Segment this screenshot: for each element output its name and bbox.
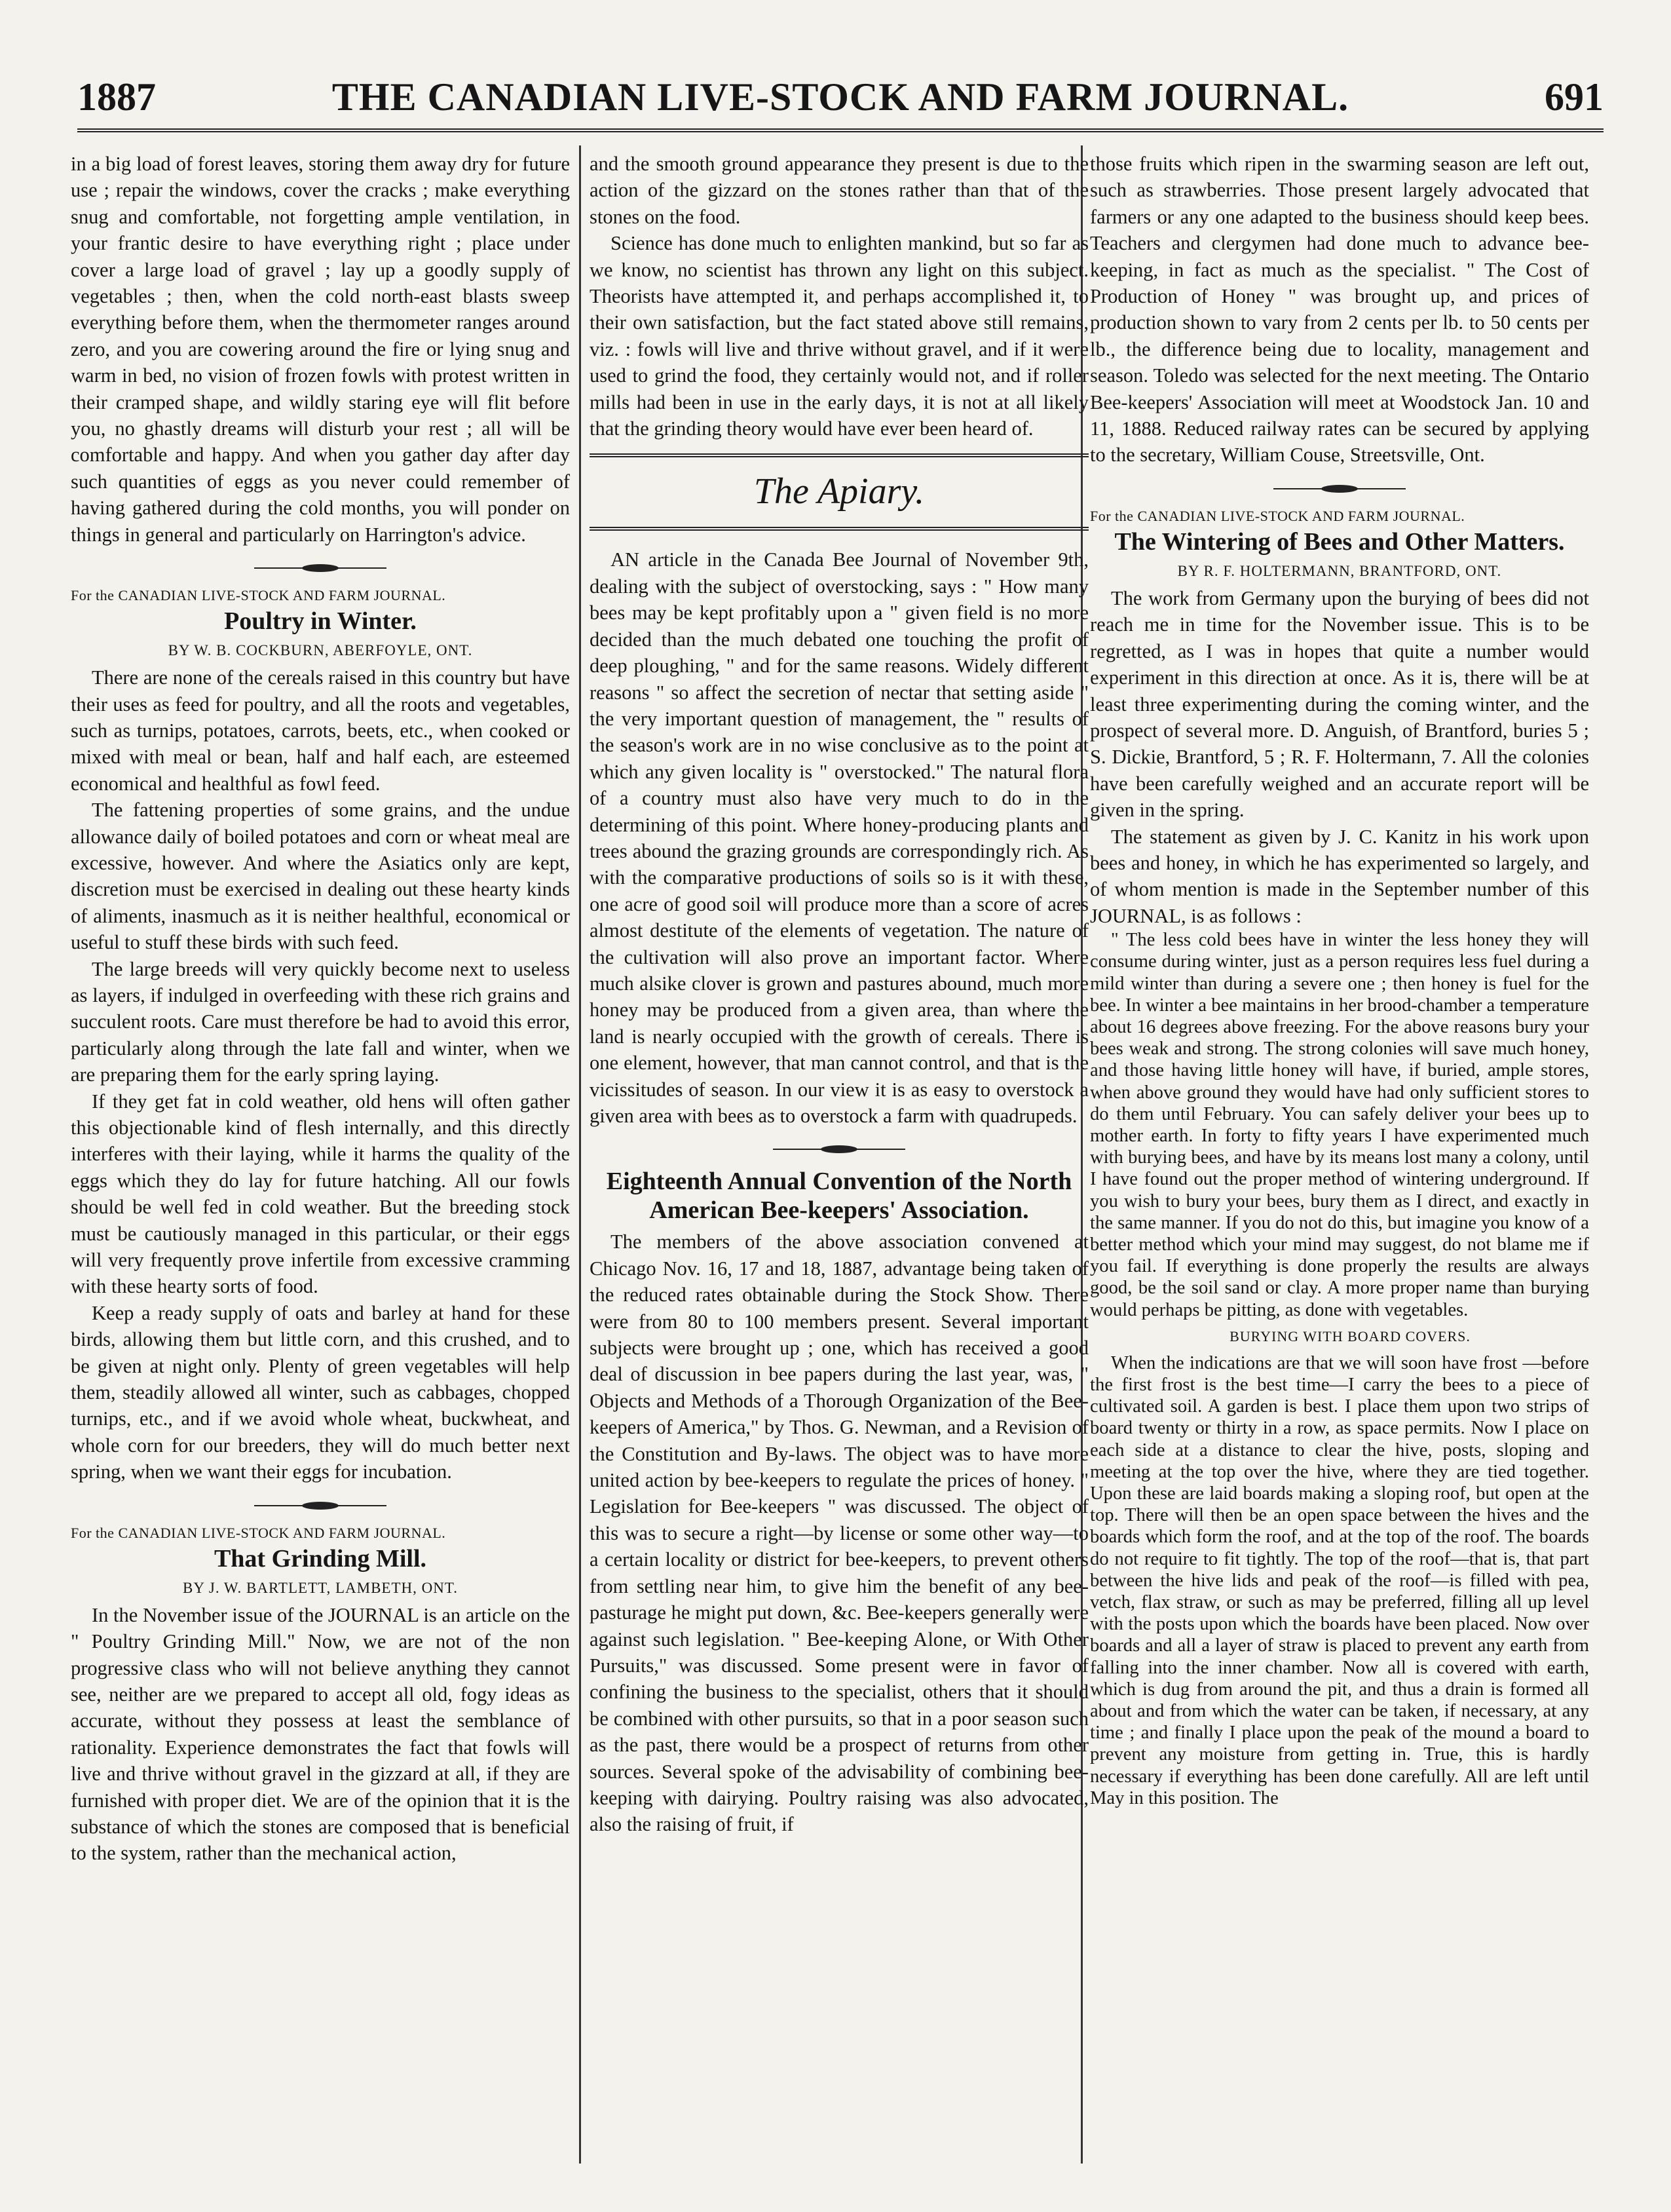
article-convention — [590, 1167, 1089, 1837]
article-title: The Wintering of Bees and Other Matters. — [1114, 527, 1565, 556]
article-grinding-mill — [71, 1523, 570, 1867]
continued-paragraph: those fruits which ripen in the swarming season are left out, such as strawberries. Those present largely advocated that farmers or any one adapted to the business should keep bees. Teachers and clergymen had done much to advance bee-keeping, in fact as much as the specialist. " The Cost of Production of Honey " was brought up, and prices of production shown to vary from 2 cents per lb. to 50 cents per lb., the difference being due to locality, management and season. Toledo was selected for the next meeting. The Ontario Bee-keepers' Association will meet at Woodstock Jan. 10 and 11, 1888. Reduced railway rates can be secured by applying to the secretary, William Couse, Streetsville, Ont. — [1090, 153, 1589, 467]
article-source: For the CANADIAN LIVE-STOCK AND FARM JOURNAL. — [1090, 507, 1465, 524]
header-rule — [77, 128, 1604, 132]
article-paragraph: If they get fat in cold weather, old hens will often gather this objectionable kind of flesh internally, and this directly interferes with their laying, while it harms the quality of the eggs which they do lay for future hatching. All our fowls should be well fed in cold weather. But the breeding stock must be cautiously managed in this particular, or their eggs will very frequently prove infertile from excessive cramming with these hearty sorts of food. — [71, 1090, 570, 1298]
article-divider — [590, 1138, 1089, 1160]
article-paragraph: The members of the above association convened at Chicago Nov. 16, 17 and 18, 1887, advantage being taken of the reduced rates obtainable during the Stock Show. There were from 80 to 100 members present. Several important subjects were brought up ; one, which has received a good deal of discussion in bee papers during the last year, was, " Objects and Methods of a Thorough Organization of the Bee-keepers of America," by Thos. G. Newman, and a Revision of the Constitution and By-laws. The object was to have more united action by bee-keepers to regulate the prices of honey. " Legislation for Bee-keepers " was discussed. The object of this was to secure a right—by license or some other way—to a certain locality or district for bee-keepers, to prevent others from settling near him, to give him the benefit of any bee-pasturage he might put down, &c. Bee-keepers generally were against such legislation. " Bee-keeping Alone, or With Other Pursuits," was discussed. Some present were in favor of confining the business to the specialist, others that it should be combined with other pursuits, so that in a poor season such as the past, there would be a prospect of returns from other sources. Several spoke of the advisability of combining bee-keeping with dairying. Poultry raising was also advocated, also the raising of fruit, if — [590, 1230, 1089, 1836]
article-title: That Grinding Mill. — [214, 1544, 427, 1573]
article-byline: BY W. B. COCKBURN, ABERFOYLE, ONT. — [168, 642, 473, 659]
article-poultry-in-winter — [71, 586, 570, 1485]
method-paragraph: When the indications are that we will soon have frost —before the first frost is the best time—I carry the bees to a piece of cultivated soil. A garden is best. I place them upon two strips of board twenty or thirty in a row, as space permits. Now I place on each side at a distance to clear the hive, posts, sloping and meeting at the top over the hive, where they are tied together. Upon these are laid boards making a sloping roof, but open at the top. There will then be an open space between the hives and the boards which form the roof, and at the top of the roof. The boards do not require to fit tightly. The top of the roof—that is, that part between the hive lids and peak of the roof—is filled with pea, vetch, flax straw, or such as may be preferred, filling all up level with the posts upon which the boards have been placed. Now over boards and all a layer of straw is placed to prevent any earth from falling into the inner chamber. Now all is covered with earth, which is dug from around the pit, and thus a drain is formed all about and from which the water can be taken, if necessary, at any time ; and finally I place upon the peak of the mound a board to prevent any moisture from getting in. True, this is hardly necessary if everything has been done carefully. All are left until May in this position. The — [1090, 1352, 1589, 1808]
article-divider — [71, 557, 570, 579]
column-right — [1090, 151, 1589, 2156]
article-paragraph: The large breeds will very quickly become next to useless as layers, if indulged in overfeeding with these rich grains and succulent roots. Care must therefore be had to avoid this error, particularly along through the late fall and winter, when we are preparing them for the early spring laying. — [71, 957, 570, 1086]
article-paragraph: There are none of the cereals raised in this country but have their uses as feed for poultry, and all the roots and vegetables, such as turnips, potatoes, carrots, beets, etc., when cooked or mixed with meal or bean, half and half each, are esteemed economical and healthful as fowl feed. — [71, 666, 570, 795]
article-wintering-of-bees — [1090, 506, 1589, 1809]
quoted-passage: " The less cold bees have in winter the less honey they will consume during winter, just as a person requires less fuel during a mild winter than during a severe one ; then honey is fuel for the bee. In winter a bee maintains in her brood-chamber a temperature about 16 degrees above freezing. For the above reasons bury your bees weak and strong. The strong colonies will save much honey, and those having little honey will have, if buried, ample stores, when above ground they would have had only sufficient stores to do them until February. You can safely deliver your bees up to mother earth. In forty to fifty years I have experimented much with burying bees, and have by its means lost many a colony, until I have found out the proper method of wintering underground. If you wish to bury your bees, bury them as I direct, and exactly in the same manner. If you do not do this, but imagine you know of a better method which your mind may suggest, do not blame me if you fail. If everything is done properly the results are always good, be the soil sand or clay. A more proper name than burying would perhaps be pitting, as done with vegetables. — [1090, 930, 1589, 1320]
article-byline: BY R. F. HOLTERMANN, BRANTFORD, ONT. — [1177, 562, 1502, 579]
article-divider — [1090, 478, 1589, 500]
article-paragraph: Keep a ready supply of oats and barley at hand for these birds, allowing them but little corn, and this crushed, and to be given at night only. Plenty of green vegetables will help them, steadily allowed all winter, such as cabbages, chopped turnips, etc., and if we avoid whole wheat, buckwheat, and whole corn for our breeders, they will do much better next spring, when we want their eggs for incubation. — [71, 1301, 570, 1483]
article-paragraph: In the November issue of the JOURNAL is an article on the " Poultry Grinding Mill." Now, we are not of the non progressive class who will not believe anything they cannot see, neither are we prepared to accept all old, fogy ideas as accurate, without they possess at least the semblance of rationality. Experience demonstrates the fact that fowls will live and thrive without gravel in the gizzard at all, if they are furnished with proper diet. We are of the opinion that it is the substance of which the stones are composed that is beneficial to the system, rather than the mechanical action, — [71, 1603, 570, 1865]
section-title: The Apiary. — [753, 471, 925, 512]
continued-paragraph: and the smooth ground appearance they present is due to the action of the gizzard on the stones rather than that of the stones on the food. — [590, 153, 1089, 228]
article-source: For the CANADIAN LIVE-STOCK AND FARM JOURNAL. — [71, 1524, 446, 1541]
column-divider — [579, 145, 581, 2164]
article-paragraph: The work from Germany upon the burying of bees did not reach me in time for the November issue. This is to be regretted, as I was in hopes that quite a number would experiment in this direction at once. As it is, there will be at least three experimenting during the coming winter, and the prospect of several more. D. Anguish, of Brantford, buries 5 ; S. Dickie, Brantford, 5 ; R. F. Holtermann, 7. All the colonies have been carefully weighed and an accurate report will be given in the spring. — [1090, 586, 1589, 822]
apiary-paragraph: AN article in the Canada Bee Journal of November 9th, dealing with the subject of overstocking, says : " How many bees may be kept profitably upon a " given field is no more decided than the much debated one touching the profit of deep ploughing, " and for the same reasons. Widely different reasons " so affect the secretion of nectar that setting aside " the very important question of management, the " results of the season's work are in no wise conclusive as to the point at which any given locality is " overstocked." The natural flora of a country must also have very much to do in the determining of this point. Where honey-producing plants and trees abound the grazing grounds are correspondingly rich. As with the comparative productions of soils so is it with these, one acre of good soil will produce more than a score of acres almost destitute of the elements of vegetation. The nature of the cultivation will also prove an important factor. Where much alsike clover is grown and pastures abound, much more honey may be produced from a given area, than where the land is nearly occupied with the growth of cereals. There is one element, however, that man cannot control, and that is the vicissitudes of season. In our view it is as easy to overstock a given area with bees as to overstock a farm with quadrupeds. — [590, 548, 1089, 1127]
masthead — [77, 71, 1604, 123]
year-label: 1887 — [77, 75, 156, 119]
column-left — [71, 151, 570, 2156]
article-source: For the CANADIAN LIVE-STOCK AND FARM JOURNAL. — [71, 587, 446, 604]
section-header-apiary — [590, 453, 1089, 531]
continued-paragraph: in a big load of forest leaves, storing them away dry for future use ; repair the windows, cover the cracks ; make everything snug and comfortable, not forgetting ample ventilation, in your frantic desire to have everything right ; place under cover a large load of gravel ; lay up a goodly supply of vegetables ; then, when the cold north-east blasts sweep everything before them, when the thermometer ranges around zero, and you are cowering around the fire or lying snug and warm in bed, no vision of frozen fowls with protest written in their cramped shape, and wildly staring eye will flit before you, no ghastly dreams will disturb your rest ; all will be comfortable and happy. And when you gather day after day such quantities of eggs as you never could remember of having gathered during the cold months, you will ponder on things in general and particularly on Harrington's advice. — [71, 153, 570, 546]
article-paragraph: The statement as given by J. C. Kanitz in his work upon bees and honey, in which he has experimented so largely, and of whom mention is made in the September number of this JOURNAL, is as follows : — [1090, 825, 1589, 927]
article-divider — [71, 1495, 570, 1517]
article-paragraph: The fattening properties of some grains, and the undue allowance daily of boiled potatoes and corn or wheat meal are excessive, however. And where the Asiatics only are kept, discretion must be exercised in dealing out these hearty kinds of aliments, inasmuch as it is neither healthful, economical or useful to stuff these birds with such feed. — [71, 799, 570, 954]
article-byline: BY J. W. BARTLETT, LAMBETH, ONT. — [183, 1579, 458, 1596]
article-title: Eighteenth Annual Convention of the North American Bee-keepers' Association. — [606, 1168, 1072, 1225]
article-title: Poultry in Winter. — [224, 607, 417, 636]
page-number: 691 — [1545, 75, 1604, 119]
subheading: BURYING WITH BOARD COVERS. — [1230, 1327, 1471, 1344]
journal-title: THE CANADIAN LIVE-STOCK AND FARM JOURNAL. — [331, 75, 1349, 119]
column-middle — [590, 151, 1089, 2156]
article-paragraph: Science has done much to enlighten mankind, but so far as we know, no scientist has thrown any light on this subject. Theorists have attempted it, and perhaps accomplished it, to their own satisfaction, but the fact stated above still remains, viz. : fowls will live and thrive without gravel, and if it were used to grind the food, they certainly would not, and if roller mills had been in use in the early days, it is not at all likely that the grinding theory would have ever been heard of. — [590, 232, 1089, 440]
